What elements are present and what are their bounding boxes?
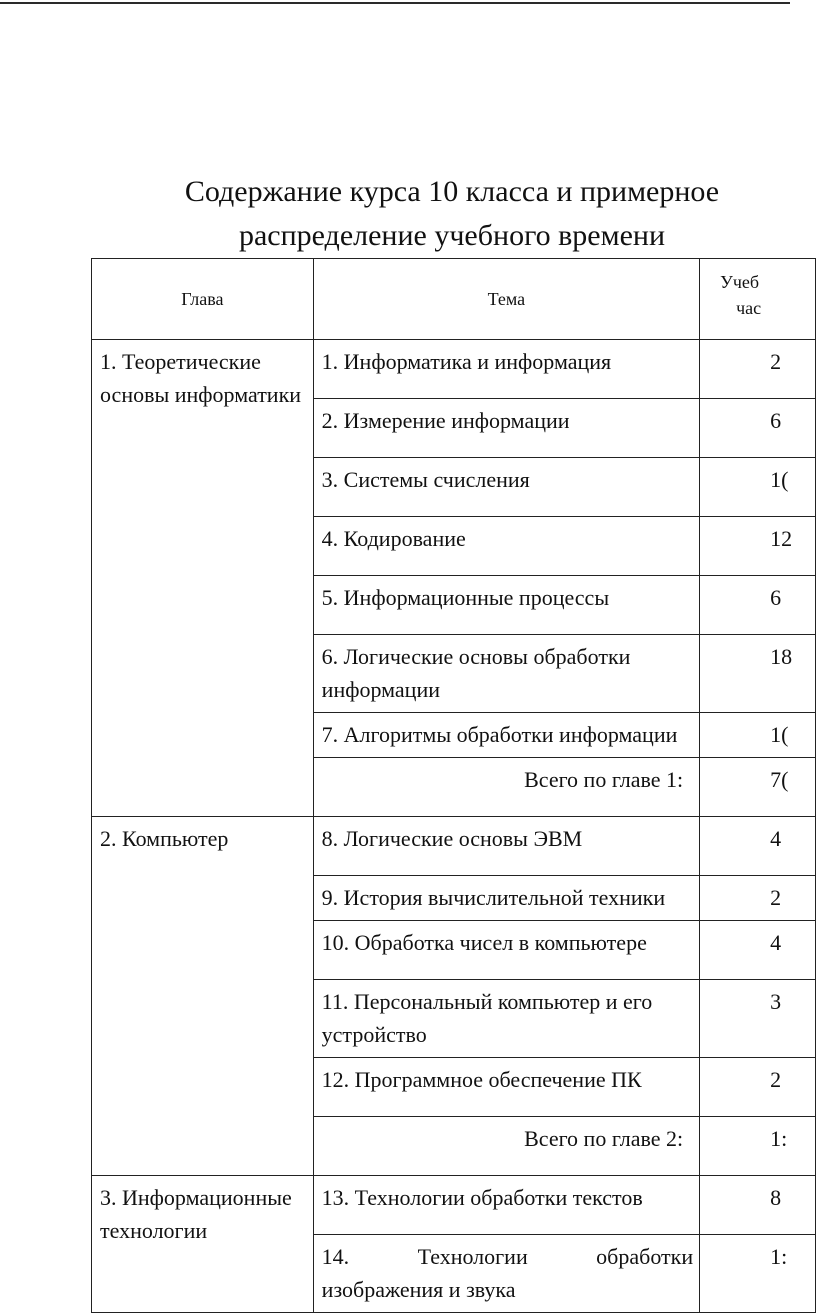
hours-cell: 1: (700, 1235, 816, 1313)
hours-cell: 2 (700, 876, 816, 921)
hours-cell: 2 (700, 1058, 816, 1117)
topic-cell: 14. Технологии обработки изображения и звука (313, 1235, 699, 1313)
chapter-cell: 3. Информационные технологии (92, 1176, 314, 1313)
table-row (92, 817, 816, 876)
hours-cell: 4 (700, 817, 816, 876)
hours-cell: 2 (700, 340, 816, 399)
hours-cell: 1( (700, 458, 816, 517)
hours-cell: 4 (700, 921, 816, 980)
title-line-1: Содержание курса 10 класса и примерное (184, 175, 720, 208)
table-header-row (92, 259, 816, 340)
chapter-total-label: Всего по главе 1: (313, 758, 699, 817)
topic-cell: 13. Технологии обработки текстов (313, 1176, 699, 1235)
topic-cell: 4. Кодирование (313, 517, 699, 576)
header-hours: Учеб час (700, 259, 816, 340)
topic-cell: 9. История вычислительной техники (313, 876, 699, 921)
hours-cell: 6 (700, 399, 816, 458)
hours-cell: 3 (700, 980, 816, 1058)
topic-cell: 1. Информатика и информация (313, 340, 699, 399)
hours-cell: 12 (700, 517, 816, 576)
table-row (92, 340, 816, 399)
topic-cell: 2. Измерение информации (313, 399, 699, 458)
chapter-cell: 1. Теоретические основы информатики (92, 340, 314, 817)
chapter-total-hours: 7( (700, 758, 816, 817)
topic-cell: 5. Информационные процессы (313, 576, 699, 635)
chapter-total-label: Всего по главе 2: (313, 1117, 699, 1176)
topic-cell: 3. Системы счисления (313, 458, 699, 517)
header-chapter: Глава (92, 259, 314, 340)
hours-cell: 6 (700, 576, 816, 635)
topic-cell: 11. Персональный компьютер и его устройство (313, 980, 699, 1058)
topic-cell: 7. Алгоритмы обработки информации (313, 713, 699, 758)
header-topic: Тема (313, 259, 699, 340)
topic-cell: 8. Логические основы ЭВМ (313, 817, 699, 876)
chapter-total-hours: 1: (700, 1117, 816, 1176)
title-line-2: распределение учебного времени (238, 219, 666, 252)
table-row (92, 1176, 816, 1235)
topic-cell: 10. Обработка чисел в компьютере (313, 921, 699, 980)
hours-cell: 18 (700, 635, 816, 713)
topic-cell: 6. Логические основы обработки информации (313, 635, 699, 713)
curriculum-table (91, 258, 816, 1313)
top-rule (0, 2, 790, 4)
topic-cell: 12. Программное обеспечение ПК (313, 1058, 699, 1117)
page-title (92, 170, 812, 258)
hours-cell: 8 (700, 1176, 816, 1235)
chapter-cell: 2. Компьютер (92, 817, 314, 1176)
hours-cell: 1( (700, 713, 816, 758)
